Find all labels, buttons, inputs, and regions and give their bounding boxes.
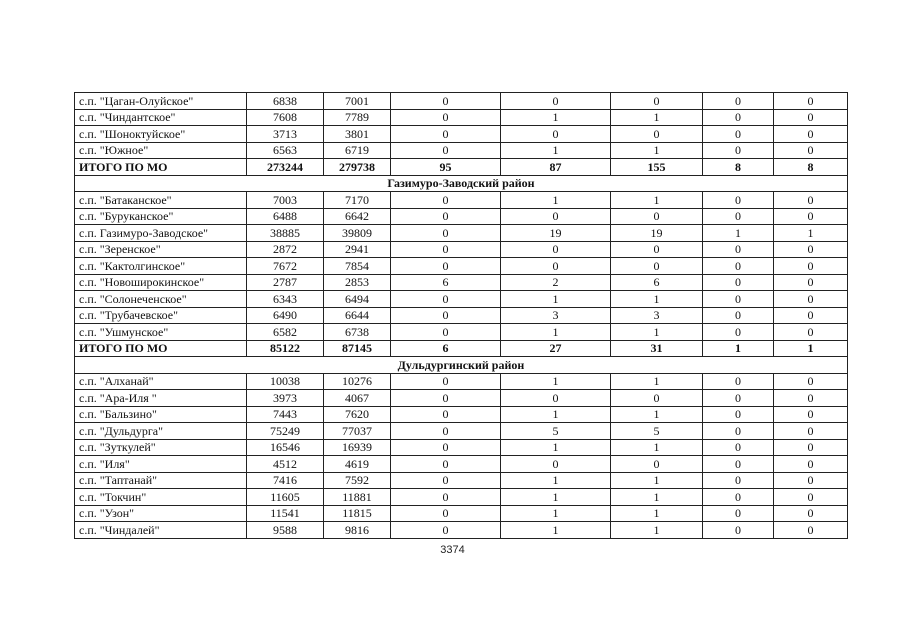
value-cell: 85122 xyxy=(247,340,324,357)
value-cell: 0 xyxy=(391,109,501,126)
value-cell: 0 xyxy=(774,142,848,159)
value-cell: 6494 xyxy=(324,291,391,308)
value-cell: 1 xyxy=(611,489,703,506)
row-label-cell: с.п. "Зуткулей" xyxy=(75,439,247,456)
value-cell: 0 xyxy=(774,522,848,539)
value-cell: 6 xyxy=(611,274,703,291)
value-cell: 273244 xyxy=(247,159,324,176)
row-label-cell: с.п. "Иля" xyxy=(75,456,247,473)
value-cell: 1 xyxy=(703,225,774,242)
value-cell: 0 xyxy=(774,472,848,489)
page-number: 3374 xyxy=(440,544,465,556)
value-cell: 4067 xyxy=(324,390,391,407)
value-cell: 7789 xyxy=(324,109,391,126)
value-cell: 0 xyxy=(611,93,703,110)
table-row xyxy=(75,225,848,242)
value-cell: 0 xyxy=(391,192,501,209)
value-cell: 1 xyxy=(501,192,611,209)
row-label-cell: ИТОГО ПО МО xyxy=(75,159,247,176)
row-label-cell: с.п. Газимуро-Заводское" xyxy=(75,225,247,242)
table-row xyxy=(75,93,848,110)
value-cell: 19 xyxy=(611,225,703,242)
value-cell: 0 xyxy=(391,373,501,390)
value-cell: 16939 xyxy=(324,439,391,456)
district-title: Дульдургинский район xyxy=(75,357,848,374)
value-cell: 0 xyxy=(703,109,774,126)
value-cell: 0 xyxy=(391,406,501,423)
value-cell: 5 xyxy=(501,423,611,440)
value-cell: 7001 xyxy=(324,93,391,110)
value-cell: 0 xyxy=(703,307,774,324)
value-cell: 0 xyxy=(703,505,774,522)
value-cell: 2853 xyxy=(324,274,391,291)
row-label-cell: с.п. "Дульдурга" xyxy=(75,423,247,440)
table-row xyxy=(75,522,848,539)
value-cell: 0 xyxy=(391,307,501,324)
value-cell: 0 xyxy=(703,390,774,407)
value-cell: 3 xyxy=(501,307,611,324)
value-cell: 1 xyxy=(611,109,703,126)
table-row xyxy=(75,489,848,506)
value-cell: 9816 xyxy=(324,522,391,539)
value-cell: 3973 xyxy=(247,390,324,407)
table-row xyxy=(75,258,848,275)
value-cell: 0 xyxy=(703,406,774,423)
value-cell: 0 xyxy=(703,456,774,473)
value-cell: 0 xyxy=(703,208,774,225)
value-cell: 0 xyxy=(611,258,703,275)
value-cell: 27 xyxy=(501,340,611,357)
value-cell: 0 xyxy=(391,258,501,275)
district-header-row xyxy=(75,175,848,192)
value-cell: 1 xyxy=(501,324,611,341)
value-cell: 10276 xyxy=(324,373,391,390)
value-cell: 31 xyxy=(611,340,703,357)
value-cell: 7003 xyxy=(247,192,324,209)
row-label-cell: с.п. "Буруканское" xyxy=(75,208,247,225)
row-label-cell: с.п. "Цаган-Олуйское" xyxy=(75,93,247,110)
value-cell: 0 xyxy=(774,307,848,324)
value-cell: 7608 xyxy=(247,109,324,126)
value-cell: 0 xyxy=(774,390,848,407)
value-cell: 6644 xyxy=(324,307,391,324)
value-cell: 9588 xyxy=(247,522,324,539)
value-cell: 0 xyxy=(391,423,501,440)
value-cell: 0 xyxy=(774,373,848,390)
value-cell: 0 xyxy=(703,241,774,258)
table-row xyxy=(75,241,848,258)
value-cell: 7416 xyxy=(247,472,324,489)
table-row xyxy=(75,373,848,390)
value-cell: 0 xyxy=(703,423,774,440)
value-cell: 0 xyxy=(774,291,848,308)
table-row xyxy=(75,291,848,308)
table-row xyxy=(75,307,848,324)
table-row xyxy=(75,192,848,209)
value-cell: 6490 xyxy=(247,307,324,324)
value-cell: 1 xyxy=(501,522,611,539)
row-label-cell: с.п. "Узон" xyxy=(75,505,247,522)
value-cell: 1 xyxy=(501,291,611,308)
value-cell: 1 xyxy=(703,340,774,357)
value-cell: 3801 xyxy=(324,126,391,143)
value-cell: 1 xyxy=(611,142,703,159)
value-cell: 0 xyxy=(774,109,848,126)
value-cell: 6719 xyxy=(324,142,391,159)
value-cell: 0 xyxy=(391,489,501,506)
value-cell: 0 xyxy=(703,324,774,341)
value-cell: 0 xyxy=(703,258,774,275)
district-header-row xyxy=(75,357,848,374)
value-cell: 11541 xyxy=(247,505,324,522)
value-cell: 0 xyxy=(391,93,501,110)
value-cell: 11881 xyxy=(324,489,391,506)
value-cell: 0 xyxy=(774,423,848,440)
value-cell: 87 xyxy=(501,159,611,176)
value-cell: 38885 xyxy=(247,225,324,242)
value-cell: 0 xyxy=(391,241,501,258)
value-cell: 0 xyxy=(501,258,611,275)
value-cell: 7672 xyxy=(247,258,324,275)
value-cell: 39809 xyxy=(324,225,391,242)
value-cell: 1 xyxy=(611,324,703,341)
value-cell: 4619 xyxy=(324,456,391,473)
value-cell: 1 xyxy=(611,291,703,308)
value-cell: 0 xyxy=(703,439,774,456)
table-row xyxy=(75,423,848,440)
value-cell: 6563 xyxy=(247,142,324,159)
value-cell: 0 xyxy=(703,522,774,539)
row-label-cell: с.п. "Новоширокинское" xyxy=(75,274,247,291)
value-cell: 0 xyxy=(774,126,848,143)
value-cell: 16546 xyxy=(247,439,324,456)
value-cell: 3 xyxy=(611,307,703,324)
value-cell: 0 xyxy=(501,456,611,473)
value-cell: 11815 xyxy=(324,505,391,522)
data-table xyxy=(74,92,848,539)
value-cell: 1 xyxy=(501,489,611,506)
row-label-cell: с.п. "Ушмунское" xyxy=(75,324,247,341)
value-cell: 4512 xyxy=(247,456,324,473)
value-cell: 6 xyxy=(391,340,501,357)
value-cell: 77037 xyxy=(324,423,391,440)
table-row xyxy=(75,142,848,159)
row-label-cell: с.п. "Шоноктуйское" xyxy=(75,126,247,143)
value-cell: 0 xyxy=(391,522,501,539)
value-cell: 2 xyxy=(501,274,611,291)
value-cell: 6343 xyxy=(247,291,324,308)
value-cell: 1 xyxy=(611,505,703,522)
value-cell: 6642 xyxy=(324,208,391,225)
value-cell: 0 xyxy=(611,241,703,258)
value-cell: 0 xyxy=(774,406,848,423)
row-label-cell: с.п. "Южное" xyxy=(75,142,247,159)
value-cell: 0 xyxy=(774,324,848,341)
value-cell: 6738 xyxy=(324,324,391,341)
value-cell: 0 xyxy=(703,291,774,308)
value-cell: 8 xyxy=(703,159,774,176)
value-cell: 0 xyxy=(391,505,501,522)
value-cell: 1 xyxy=(501,406,611,423)
value-cell: 0 xyxy=(391,324,501,341)
value-cell: 1 xyxy=(501,109,611,126)
value-cell: 155 xyxy=(611,159,703,176)
value-cell: 1 xyxy=(611,373,703,390)
value-cell: 0 xyxy=(611,390,703,407)
value-cell: 11605 xyxy=(247,489,324,506)
value-cell: 0 xyxy=(501,241,611,258)
row-label-cell: с.п. "Токчин" xyxy=(75,489,247,506)
value-cell: 1 xyxy=(611,192,703,209)
value-cell: 0 xyxy=(774,192,848,209)
value-cell: 0 xyxy=(611,456,703,473)
table-row xyxy=(75,406,848,423)
value-cell: 0 xyxy=(501,126,611,143)
value-cell: 75249 xyxy=(247,423,324,440)
total-row xyxy=(75,159,848,176)
table-body xyxy=(75,93,848,539)
value-cell: 6 xyxy=(391,274,501,291)
table-row xyxy=(75,274,848,291)
value-cell: 0 xyxy=(391,142,501,159)
table-row xyxy=(75,208,848,225)
row-label-cell: с.п. "Кактолгинское" xyxy=(75,258,247,275)
value-cell: 0 xyxy=(774,258,848,275)
value-cell: 279738 xyxy=(324,159,391,176)
table-row xyxy=(75,456,848,473)
value-cell: 0 xyxy=(501,208,611,225)
value-cell: 0 xyxy=(774,274,848,291)
value-cell: 0 xyxy=(774,93,848,110)
value-cell: 0 xyxy=(703,472,774,489)
value-cell: 6838 xyxy=(247,93,324,110)
value-cell: 0 xyxy=(501,390,611,407)
row-label-cell: с.п. "Таптанай" xyxy=(75,472,247,489)
table-row xyxy=(75,505,848,522)
value-cell: 19 xyxy=(501,225,611,242)
value-cell: 6582 xyxy=(247,324,324,341)
value-cell: 0 xyxy=(501,93,611,110)
table-row xyxy=(75,109,848,126)
value-cell: 2941 xyxy=(324,241,391,258)
value-cell: 0 xyxy=(703,373,774,390)
value-cell: 6488 xyxy=(247,208,324,225)
district-title: Газимуро-Заводский район xyxy=(75,175,848,192)
value-cell: 0 xyxy=(391,225,501,242)
value-cell: 0 xyxy=(391,456,501,473)
value-cell: 1 xyxy=(774,225,848,242)
value-cell: 7620 xyxy=(324,406,391,423)
value-cell: 1 xyxy=(611,522,703,539)
value-cell: 95 xyxy=(391,159,501,176)
value-cell: 3713 xyxy=(247,126,324,143)
value-cell: 8 xyxy=(774,159,848,176)
value-cell: 0 xyxy=(703,192,774,209)
value-cell: 1 xyxy=(501,505,611,522)
value-cell: 1 xyxy=(501,472,611,489)
row-label-cell: ИТОГО ПО МО xyxy=(75,340,247,357)
value-cell: 0 xyxy=(703,489,774,506)
value-cell: 7592 xyxy=(324,472,391,489)
row-label-cell: с.п. "Солонеченское" xyxy=(75,291,247,308)
value-cell: 2787 xyxy=(247,274,324,291)
table-row xyxy=(75,390,848,407)
value-cell: 1 xyxy=(501,373,611,390)
value-cell: 10038 xyxy=(247,373,324,390)
value-cell: 0 xyxy=(391,439,501,456)
value-cell: 1 xyxy=(611,472,703,489)
value-cell: 0 xyxy=(774,208,848,225)
value-cell: 0 xyxy=(774,489,848,506)
value-cell: 1 xyxy=(501,439,611,456)
value-cell: 1 xyxy=(774,340,848,357)
value-cell: 1 xyxy=(611,439,703,456)
row-label-cell: с.п. "Батаканское" xyxy=(75,192,247,209)
row-label-cell: с.п. "Ара-Иля " xyxy=(75,390,247,407)
value-cell: 0 xyxy=(774,241,848,258)
value-cell: 7170 xyxy=(324,192,391,209)
row-label-cell: с.п. "Трубачевское" xyxy=(75,307,247,324)
value-cell: 0 xyxy=(391,126,501,143)
value-cell: 0 xyxy=(703,126,774,143)
value-cell: 0 xyxy=(774,505,848,522)
table-row xyxy=(75,439,848,456)
value-cell: 0 xyxy=(703,142,774,159)
value-cell: 0 xyxy=(703,93,774,110)
row-label-cell: с.п. "Алханай" xyxy=(75,373,247,390)
table-row xyxy=(75,126,848,143)
value-cell: 87145 xyxy=(324,340,391,357)
value-cell: 0 xyxy=(774,439,848,456)
value-cell: 0 xyxy=(391,472,501,489)
value-cell: 0 xyxy=(611,208,703,225)
row-label-cell: с.п. "Зеренское" xyxy=(75,241,247,258)
value-cell: 0 xyxy=(774,456,848,473)
value-cell: 5 xyxy=(611,423,703,440)
value-cell: 0 xyxy=(391,208,501,225)
row-label-cell: с.п. "Бальзино" xyxy=(75,406,247,423)
value-cell: 1 xyxy=(611,406,703,423)
value-cell: 7854 xyxy=(324,258,391,275)
value-cell: 0 xyxy=(391,291,501,308)
value-cell: 0 xyxy=(611,126,703,143)
value-cell: 7443 xyxy=(247,406,324,423)
table-row xyxy=(75,472,848,489)
value-cell: 0 xyxy=(391,390,501,407)
row-label-cell: с.п. "Чиндалей" xyxy=(75,522,247,539)
value-cell: 2872 xyxy=(247,241,324,258)
row-label-cell: с.п. "Чиндантское" xyxy=(75,109,247,126)
value-cell: 1 xyxy=(501,142,611,159)
total-row xyxy=(75,340,848,357)
table-row xyxy=(75,324,848,341)
value-cell: 0 xyxy=(703,274,774,291)
